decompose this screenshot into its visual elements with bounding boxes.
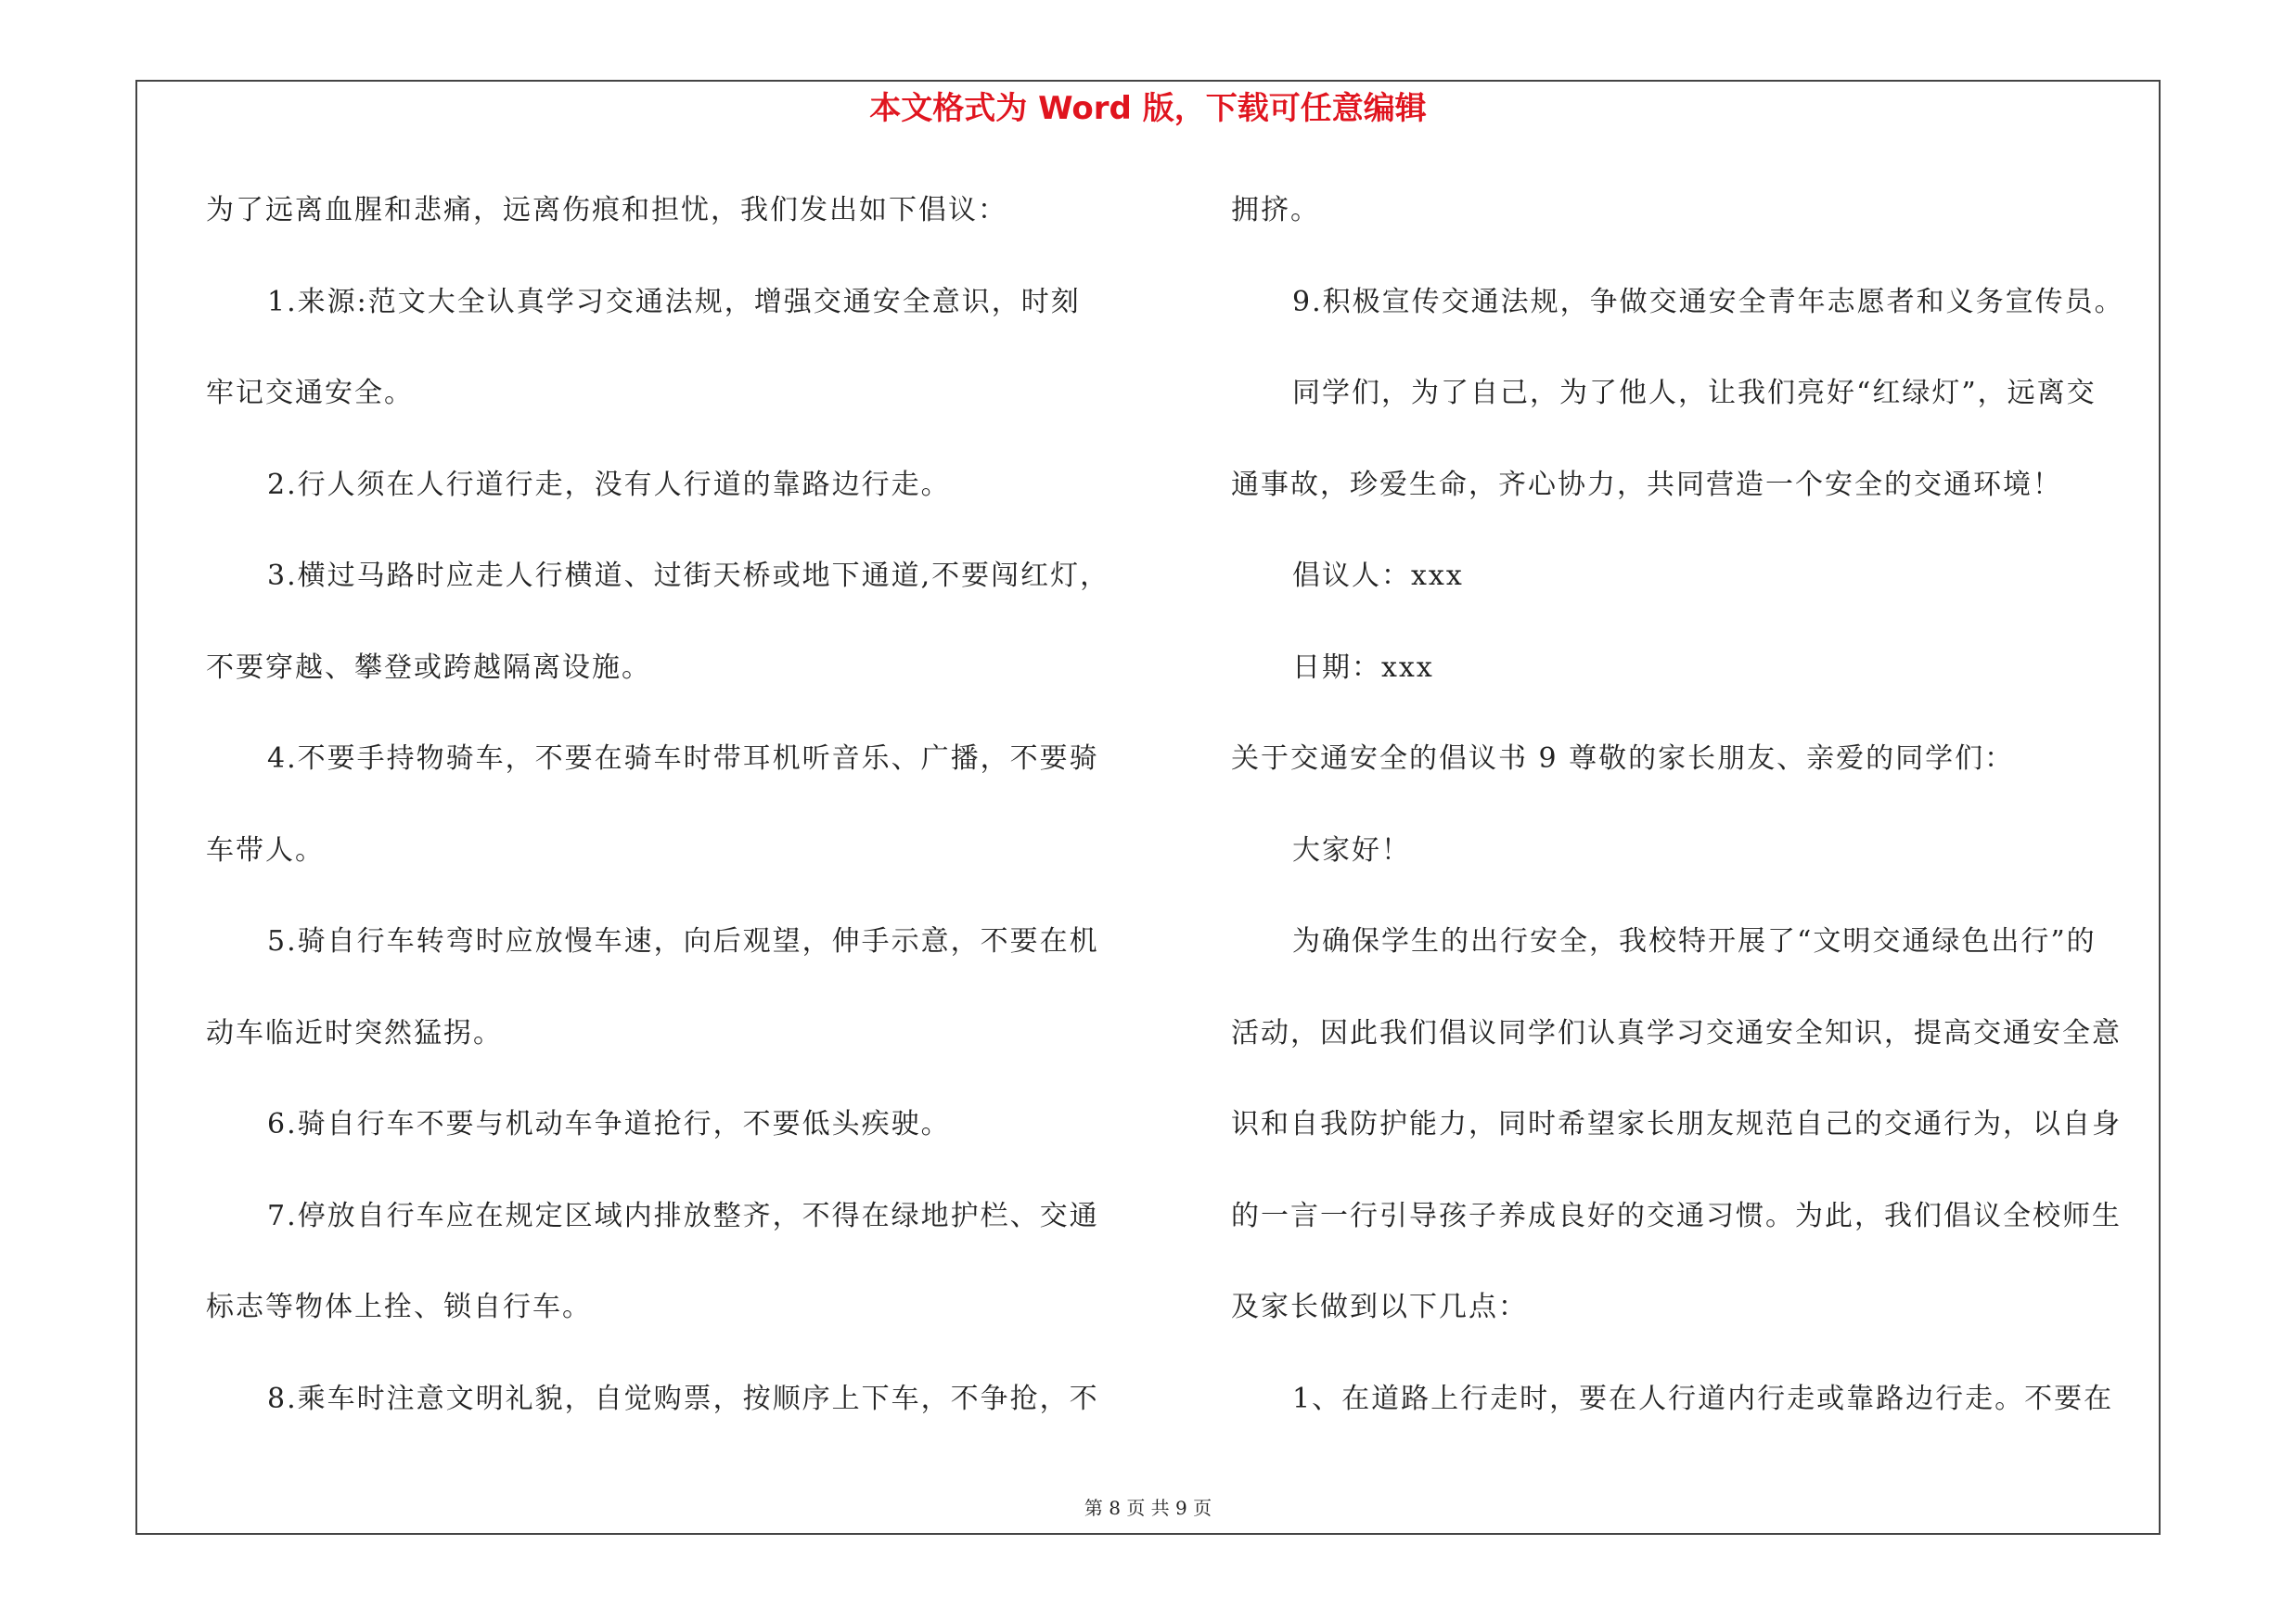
right-column [1231, 165, 2159, 1445]
paragraph-line: 9.积极宣传交通法规，争做交通安全青年志愿者和义务宣传员。 [1292, 285, 2124, 318]
paragraph-line: 牢记交通安全。 [206, 377, 414, 409]
paragraph-line: 日期：xxx [1292, 650, 1434, 684]
paragraph-line: 的一言一行引导孩子养成良好的交通习惯。为此，我们倡议全校师生 [1231, 1199, 2122, 1232]
paragraph-line: 1.来源:范文大全认真学习交通法规，增强交通安全意识，时刻 [267, 285, 1081, 318]
paragraph-line: 为了远离血腥和悲痛，远离伤痕和担忧，我们发出如下倡议： [206, 194, 1007, 226]
paragraph-line: 识和自我防护能力，同时希望家长朋友规范自己的交通行为，以自身 [1231, 1108, 2122, 1140]
left-column [206, 165, 1124, 1445]
paragraph-line: 为确保学生的出行安全，我校特开展了“文明交通绿色出行”的 [1292, 925, 2097, 958]
format-banner: 本文格式为 Word 版，下载可任意编辑 [869, 90, 1427, 127]
paragraph-line: 关于交通安全的倡议书 9 尊敬的家长朋友、亲爱的同学们： [1231, 742, 2015, 775]
paragraph-line: 倡议人：xxx [1292, 560, 1464, 592]
paragraph-line: 同学们，为了自己，为了他人，让我们亮好“红绿灯”，远离交 [1292, 377, 2097, 409]
paragraph-line: 5.骑自行车转弯时应放慢车速，向后观望，伸手示意，不要在机 [267, 925, 1099, 958]
paragraph-line: 7.停放自行车应在规定区域内排放整齐，不得在绿地护栏、交通 [267, 1199, 1099, 1232]
page-number-footer: 第 8 页 共 9 页 [1084, 1497, 1212, 1519]
paragraph-line: 动车临近时突然猛拐。 [206, 1016, 503, 1050]
paragraph-line: 不要穿越、攀登或跨越隔离设施。 [206, 650, 651, 684]
paragraph-line: 6.骑自行车不要与机动车争道抢行，不要低头疾驶。 [267, 1108, 951, 1140]
paragraph-line: 车带人。 [206, 833, 325, 867]
paragraph-line: 通事故，珍爱生命，齐心协力，共同营造一个安全的交通环境！ [1231, 468, 2062, 501]
paragraph-line: 及家长做到以下几点： [1231, 1291, 1528, 1323]
paragraph-line: 4.不要手持物骑车，不要在骑车时带耳机听音乐、广播，不要骑 [267, 742, 1099, 775]
paragraph-line: 2.行人须在人行道行走，没有人行道的靠路边行走。 [267, 468, 951, 501]
paragraph-line: 标志等物体上拴、锁自行车。 [206, 1291, 592, 1323]
paragraph-line: 1、在道路上行走时，要在人行道内行走或靠路边行走。不要在 [1292, 1382, 2114, 1415]
paragraph-line: 3.横过马路时应走人行横道、过街天桥或地下通道,不要闯红灯， [267, 560, 1110, 592]
paragraph-line: 拥挤。 [1231, 194, 1320, 226]
paragraph-line: 大家好！ [1292, 833, 1411, 867]
paragraph-line: 活动，因此我们倡议同学们认真学习交通安全知识，提高交通安全意 [1231, 1016, 2122, 1050]
paragraph-line: 8.乘车时注意文明礼貌，自觉购票，按顺序上下车，不争抢，不 [267, 1382, 1099, 1415]
